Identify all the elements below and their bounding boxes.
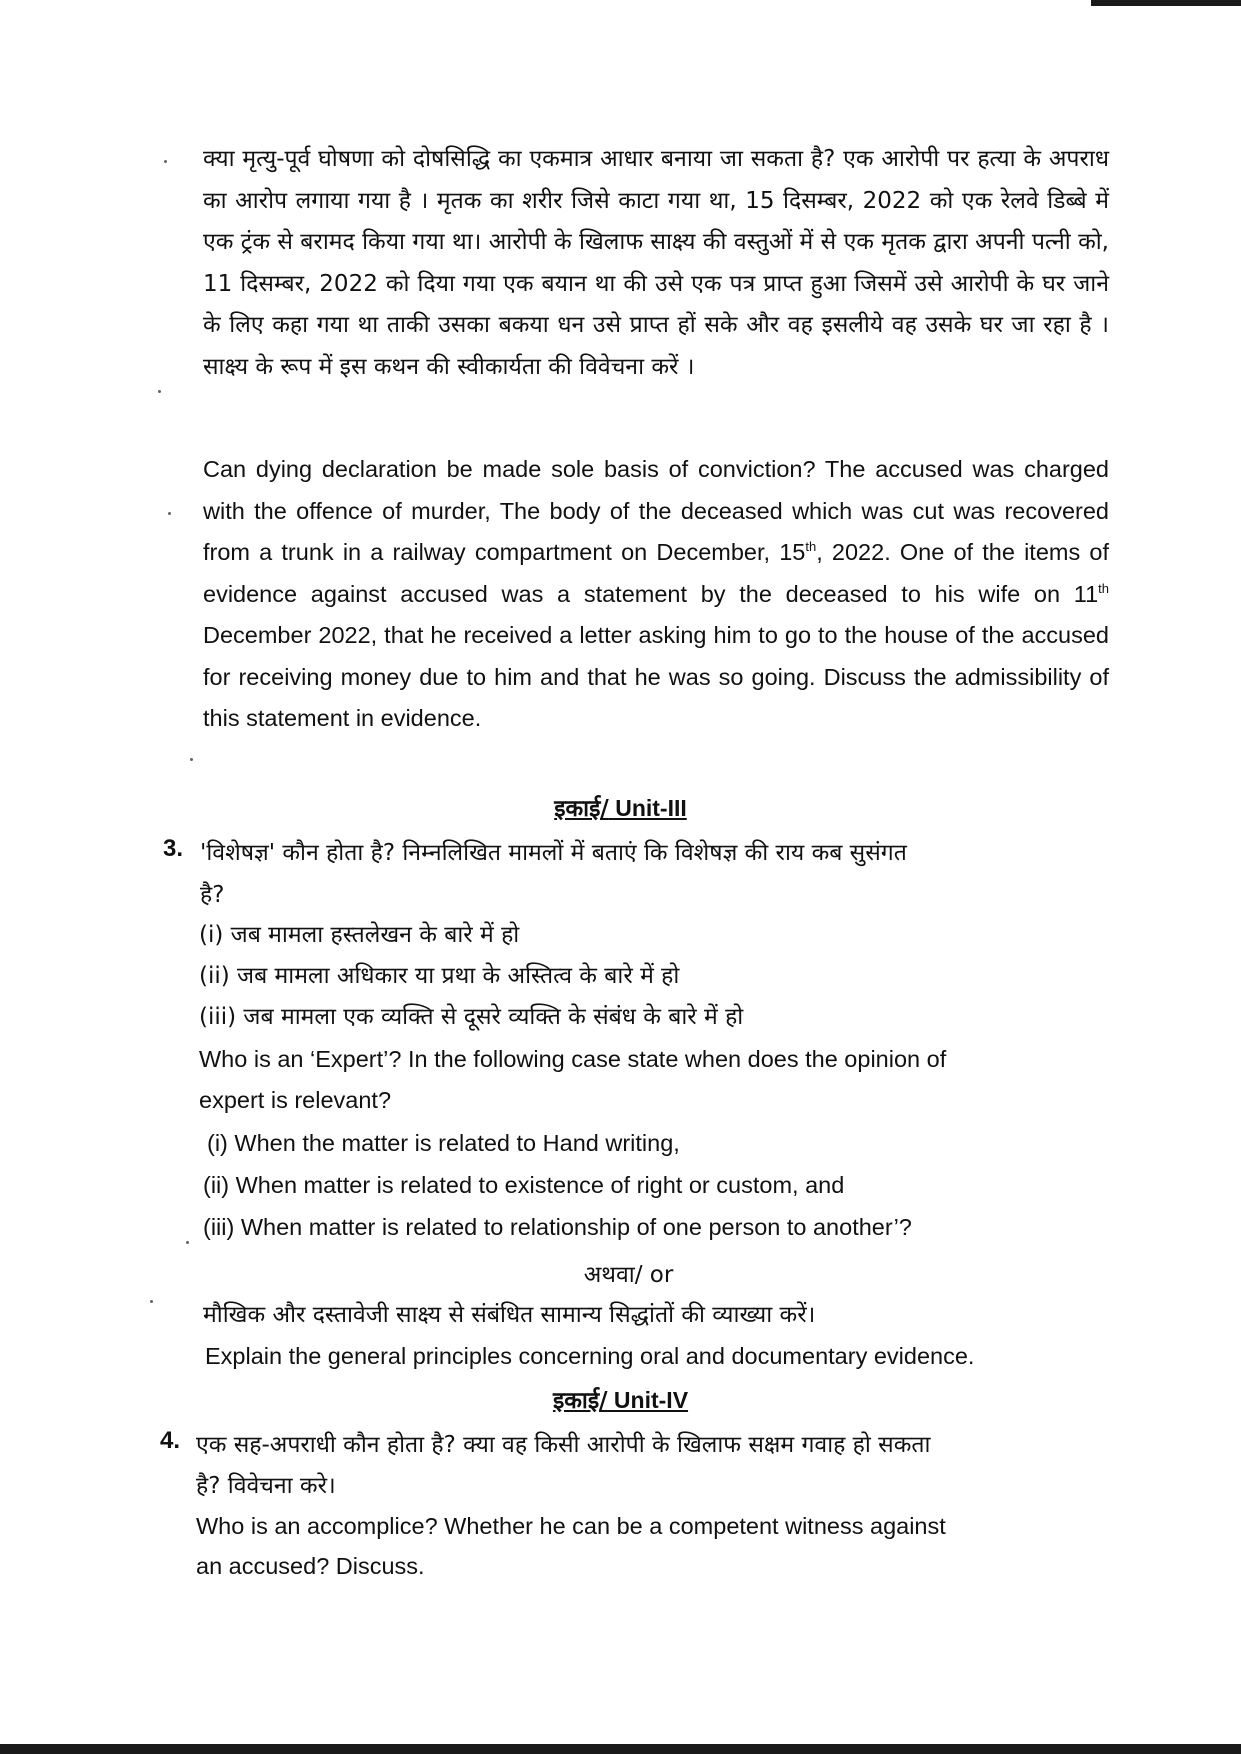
q3-english-line-2: expert is relevant? — [199, 1087, 392, 1113]
q2-en-sup-1: th — [805, 539, 817, 555]
unit-3-heading — [0, 791, 1241, 823]
q4-hindi-line-2: है? विवेचना करे। — [196, 1473, 336, 1499]
q3-english-item-1: (i) When the matter is related to Hand writing, — [207, 1130, 680, 1156]
q3-english-item-3: (iii) When matter is related to relationship of one person to another’? — [203, 1214, 912, 1240]
q2-en-sup-2: th — [1098, 580, 1109, 596]
q2-hindi-paragraph: क्या मृत्यु-पूर्व घोषणा को दोषसिद्धि का एकमात्र आधार बनाया जा सकता है? एक आरोपी पर हत्या के अपराध का आरोप लगाया गया है । मृतक का शरीर जिसे काटा गया था, 15 दिसम्बर, 2022 को एक रेलवे डिब्बे में एक ट्रंक से बरामद किया गया था। आरोपी के खिलाफ साक्ष्य की वस्तुओं में से एक मृतक द्वारा अपनी पत्नी को, 11 दिसम्बर, 2022 को दिया गया एक बयान था की उसे एक पत्र प्राप्त हुआ जिसमें उसे आरोपी के घर जाने के लिए कहा गया था ताकी उसका बकया धन उसे प्राप्त हों सके और वह इसलीये वह उसके घर जा रहा है । साक्ष्य के रूप में इस कथन की स्वीकार्यता की विवेचना करें । — [203, 146, 1109, 380]
q3-english-item-2: (ii) When matter is related to existence of right or custom, and — [203, 1172, 845, 1198]
q3-english-line-1: Who is an ‘Expert’? In the following case state when does the opinion of — [199, 1046, 947, 1072]
unit-4-heading-hi: इकाई/ — [552, 1388, 608, 1414]
q3-hindi-item-2: (ii) जब मामला अधिकार या प्रथा के अस्तित्व के बारे में हो — [199, 963, 680, 989]
q4-english-line-2: an accused? Discuss. — [196, 1553, 425, 1579]
q3-hindi-item-3: (iii) जब मामला एक व्यक्ति से दूसरे व्यक्ति के संबंध के बारे में हो — [199, 1004, 744, 1030]
unit-3-heading-en: Unit-III — [608, 795, 687, 821]
q3-hindi-item-1: (i) जब मामला हस्तलेखन के बारे में हो — [199, 922, 520, 948]
unit-4-heading-en: Unit-IV — [607, 1387, 689, 1413]
q3-hindi-line-1: 'विशेषज्ञ' कौन होता है? निम्नलिखित मामलों में बताएं कि विशेषज्ञ की राय कब सुसंगत — [200, 840, 907, 866]
scan-bottom-edge — [0, 1744, 1241, 1754]
q3-alt-english: Explain the general principles concerning oral and documentary evidence. — [205, 1343, 975, 1369]
scan-speck — [158, 390, 161, 393]
question-3-number: 3. — [163, 835, 184, 862]
or-separator: अथवा/ or — [583, 1262, 674, 1288]
q2-en-text-1: Can dying declaration be made sole basis of conviction? The accused was charged with the offence of murder, The body of the deceased which was cut was recovered from a trunk in a railway compartment on December, 15 — [203, 456, 1109, 565]
unit-3-heading-hi: इकाई/ — [554, 796, 609, 822]
q4-english-line-1: Who is an accomplice? Whether he can be a competent witness against — [196, 1513, 946, 1539]
q2-en-text-2: , 2022. One of the items of evidence against accused was a statement by the deceased to his wife on 11 — [203, 539, 1109, 607]
scan-speck — [190, 758, 193, 761]
unit-4-heading — [0, 1383, 1241, 1415]
scan-speck — [186, 1241, 189, 1244]
question-4-number: 4. — [160, 1427, 181, 1454]
q3-alt-hindi: मौखिक और दस्तावेजी साक्ष्य से संबंधित सामान्य सिद्धांतों की व्याख्या करें। — [203, 1302, 816, 1328]
scan-speck — [164, 160, 167, 163]
q2-english-paragraph — [203, 449, 1109, 740]
q2-en-text-3: December 2022, that he received a letter asking him to go to the house of the accused for receiving money due to him and that he was so going. Discuss the admissibility of this statement in evidence. — [203, 622, 1109, 731]
scan-speck — [168, 512, 171, 515]
q3-hindi-line-2: है? — [200, 882, 225, 908]
scan-speck — [150, 1300, 153, 1303]
q4-hindi-line-1: एक सह-अपराधी कौन होता है? क्या वह किसी आरोपी के खिलाफ सक्षम गवाह हो सकता — [196, 1432, 931, 1458]
scan-edge — [1091, 0, 1241, 6]
